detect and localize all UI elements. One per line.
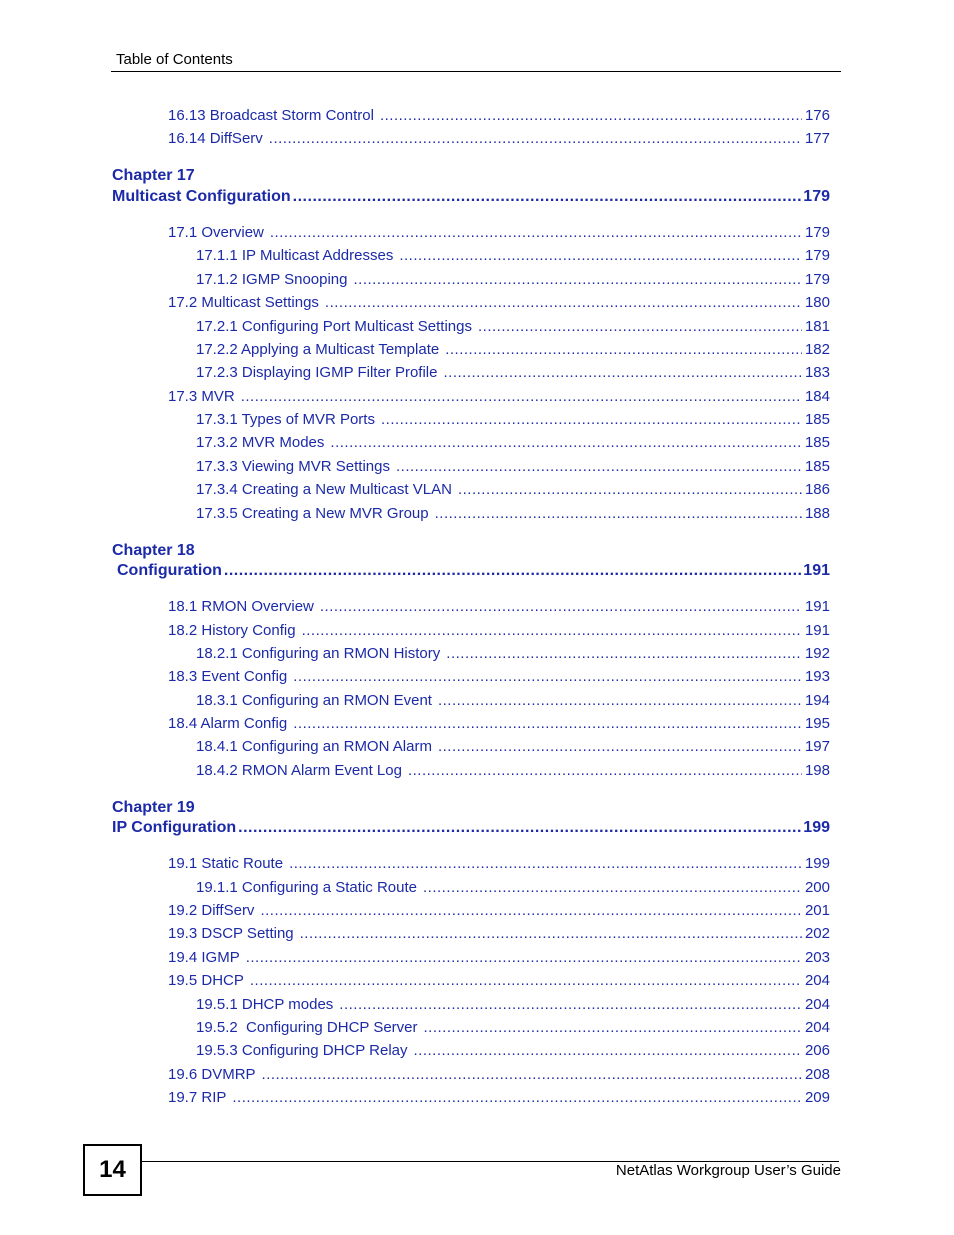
toc-entry-page: 177 xyxy=(804,130,830,147)
toc-entry-page: 186 xyxy=(804,481,830,498)
leader-dots xyxy=(424,1019,802,1037)
toc-entry-title: 19.6 DVMRP xyxy=(168,1066,256,1083)
toc-entry-page: 191 xyxy=(804,622,830,639)
toc-entry-title: 19.5 DHCP xyxy=(168,972,244,989)
toc-entry[interactable] xyxy=(196,1042,830,1060)
toc-entry[interactable] xyxy=(168,388,830,406)
toc-entry[interactable] xyxy=(168,294,830,312)
leader-dots xyxy=(325,294,802,312)
toc-entry[interactable] xyxy=(168,598,830,616)
leader-dots xyxy=(246,949,802,967)
toc-entry-page: 184 xyxy=(804,388,830,405)
toc-entry-title: 19.5.1 DHCP modes xyxy=(196,996,334,1013)
toc-entry-page: 194 xyxy=(804,692,830,709)
leader-dots xyxy=(320,598,802,616)
toc-entry-title: 18.3.1 Configuring an RMON Event xyxy=(196,692,432,709)
leader-dots xyxy=(289,855,802,873)
leader-dots xyxy=(330,434,802,452)
leader-dots xyxy=(339,996,802,1014)
leader-dots xyxy=(446,645,802,663)
running-header: Table of Contents xyxy=(116,51,233,68)
toc-entry[interactable] xyxy=(196,364,830,382)
toc-entry-page: 192 xyxy=(804,645,830,662)
toc-entry[interactable] xyxy=(196,1019,830,1037)
toc-entry-page: 206 xyxy=(804,1042,830,1059)
footer-guide-title: NetAtlas Workgroup User’s Guide xyxy=(615,1162,841,1179)
toc-entry[interactable] xyxy=(196,481,830,499)
toc-entry[interactable] xyxy=(168,668,830,686)
toc-entry[interactable] xyxy=(196,341,830,359)
toc-entry-title: 19.5.2 Configuring DHCP Server xyxy=(196,1019,418,1036)
toc-entry-title: 19.1.1 Configuring a Static Route xyxy=(196,879,417,896)
leader-dots xyxy=(408,762,802,780)
toc-entry-page: 185 xyxy=(804,411,830,428)
toc-entry[interactable] xyxy=(168,715,830,733)
toc-entry-title: 17.3.2 MVR Modes xyxy=(196,434,325,451)
chapter-entry[interactable] xyxy=(112,818,830,837)
toc-entry[interactable] xyxy=(168,972,830,990)
toc-entry-page: 201 xyxy=(804,902,830,919)
toc-entry-title: 19.1 Static Route xyxy=(168,855,284,872)
leader-dots xyxy=(396,458,802,476)
leader-dots xyxy=(293,187,802,206)
leader-dots xyxy=(423,879,802,897)
toc-entry-page: 181 xyxy=(804,318,830,335)
leader-dots xyxy=(250,972,802,990)
leader-dots xyxy=(293,715,802,733)
toc-entry-page: 204 xyxy=(804,1019,830,1036)
chapter-title: Multicast Configuration xyxy=(112,188,291,205)
leader-dots xyxy=(438,692,802,710)
toc-entry-page: 185 xyxy=(804,458,830,475)
toc-entry-title: 18.4.1 Configuring an RMON Alarm xyxy=(196,738,432,755)
toc-entry[interactable] xyxy=(168,855,830,873)
chapter-page: 191 xyxy=(803,562,830,579)
toc-entry-title: 17.2 Multicast Settings xyxy=(168,294,319,311)
toc-entry-page: 180 xyxy=(804,294,830,311)
leader-dots xyxy=(399,247,802,265)
toc-entry-title: 17.3.1 Types of MVR Ports xyxy=(196,411,375,428)
toc-entry-page: 179 xyxy=(804,224,830,241)
toc-entry[interactable] xyxy=(196,458,830,476)
toc-entry-title: 19.7 RIP xyxy=(168,1089,227,1106)
chapter-label[interactable]: Chapter 19 xyxy=(112,799,195,816)
chapter-entry[interactable] xyxy=(112,187,830,206)
toc-entry-title: 19.4 IGMP xyxy=(168,949,240,966)
chapter-title: Configuration xyxy=(117,562,222,579)
leader-dots xyxy=(435,505,802,523)
leader-dots xyxy=(302,622,802,640)
leader-dots xyxy=(293,668,802,686)
chapter-page: 199 xyxy=(803,819,830,836)
leader-dots xyxy=(478,318,802,336)
toc-entry-page: 208 xyxy=(804,1066,830,1083)
toc-entry[interactable] xyxy=(196,645,830,663)
page-number-box xyxy=(83,1144,142,1196)
chapter-label[interactable]: Chapter 17 xyxy=(112,167,195,184)
toc-entry-page: 191 xyxy=(804,598,830,615)
chapter-label[interactable]: Chapter 18 xyxy=(112,542,195,559)
toc-entry-page: 193 xyxy=(804,668,830,685)
toc-entry-title: 18.2.1 Configuring an RMON History xyxy=(196,645,441,662)
toc-entry-title: 17.2.2 Applying a Multicast Template xyxy=(196,341,440,358)
leader-dots xyxy=(381,411,802,429)
toc-entry[interactable] xyxy=(168,1066,830,1084)
toc-entry-page: 209 xyxy=(804,1089,830,1106)
toc-entry-title: 19.2 DiffServ xyxy=(168,902,255,919)
chapter-page: 179 xyxy=(803,188,830,205)
chapter-entry[interactable] xyxy=(117,561,830,580)
toc-entry[interactable] xyxy=(196,505,830,523)
toc-entry[interactable] xyxy=(196,762,830,780)
toc-entry[interactable] xyxy=(196,738,830,756)
leader-dots xyxy=(270,224,802,242)
leader-dots xyxy=(444,364,802,382)
page-number: 14 xyxy=(99,1156,126,1183)
toc-entry[interactable] xyxy=(196,879,830,897)
toc-entry-title: 18.3 Event Config xyxy=(168,668,288,685)
toc-entry-title: 17.3 MVR xyxy=(168,388,235,405)
toc-entry[interactable] xyxy=(168,224,830,242)
chapter-title: IP Configuration xyxy=(112,819,237,836)
toc-entry[interactable] xyxy=(168,1089,830,1107)
leader-dots xyxy=(380,107,802,125)
toc-entry-title: 18.4 Alarm Config xyxy=(168,715,288,732)
toc-entry-page: 195 xyxy=(804,715,830,732)
leader-dots xyxy=(232,1089,802,1107)
toc-entry-title: 18.2 History Config xyxy=(168,622,296,639)
toc-entry-page: 183 xyxy=(804,364,830,381)
toc-entry-title: 16.14 DiffServ xyxy=(168,130,263,147)
toc-entry-title: 17.2.1 Configuring Port Multicast Settings xyxy=(196,318,472,335)
toc-entry-page: 182 xyxy=(804,341,830,358)
toc-entry[interactable] xyxy=(196,411,830,429)
toc-entry-title: 17.3.3 Viewing MVR Settings xyxy=(196,458,390,475)
toc-entry-page: 179 xyxy=(804,271,830,288)
leader-dots xyxy=(414,1042,802,1060)
toc-entry[interactable] xyxy=(168,622,830,640)
toc-entry-title: 17.1.1 IP Multicast Addresses xyxy=(196,247,394,264)
toc-entry-title: 17.1.2 IGMP Snooping xyxy=(196,271,348,288)
toc-entry-page: 204 xyxy=(804,972,830,989)
toc-entry-title: 17.3.4 Creating a New Multicast VLAN xyxy=(196,481,452,498)
toc-entry[interactable] xyxy=(168,949,830,967)
leader-dots xyxy=(269,130,802,148)
toc-entry-title: 17.2.3 Displaying IGMP Filter Profile xyxy=(196,364,438,381)
toc-entry-page: 200 xyxy=(804,879,830,896)
toc-entry-page: 198 xyxy=(804,762,830,779)
toc-entry[interactable] xyxy=(168,902,830,920)
toc-entry-page: 179 xyxy=(804,247,830,264)
toc-entry[interactable] xyxy=(168,925,830,943)
leader-dots xyxy=(262,1066,802,1084)
toc-entry-page: 185 xyxy=(804,434,830,451)
toc-entry-title: 17.1 Overview xyxy=(168,224,264,241)
toc-entry-page: 199 xyxy=(804,855,830,872)
toc-entry[interactable] xyxy=(168,107,830,125)
toc-entry[interactable] xyxy=(168,130,830,148)
toc-entry-page: 202 xyxy=(804,925,830,942)
toc-entry-title: 19.3 DSCP Setting xyxy=(168,925,294,942)
leader-dots xyxy=(438,738,802,756)
leader-dots xyxy=(238,818,801,837)
leader-dots xyxy=(241,388,802,406)
leader-dots xyxy=(260,902,802,920)
toc-entry-page: 188 xyxy=(804,505,830,522)
toc-entry-page: 176 xyxy=(804,107,830,124)
leader-dots xyxy=(458,481,802,499)
toc-entry[interactable] xyxy=(196,271,830,289)
leader-dots xyxy=(354,271,802,289)
leader-dots xyxy=(300,925,802,943)
toc-entry-page: 204 xyxy=(804,996,830,1013)
toc-entry[interactable] xyxy=(196,434,830,452)
toc-entry-title: 16.13 Broadcast Storm Control xyxy=(168,107,374,124)
toc-entry-title: 19.5.3 Configuring DHCP Relay xyxy=(196,1042,408,1059)
toc-entry-title: 18.4.2 RMON Alarm Event Log xyxy=(196,762,402,779)
toc-entry[interactable] xyxy=(196,318,830,336)
leader-dots xyxy=(445,341,802,359)
toc-entry[interactable] xyxy=(196,996,830,1014)
toc-entry-page: 203 xyxy=(804,949,830,966)
toc-entry-title: 18.1 RMON Overview xyxy=(168,598,314,615)
toc-entry[interactable] xyxy=(196,247,830,265)
toc-entry-page: 197 xyxy=(804,738,830,755)
leader-dots xyxy=(224,561,801,580)
toc-entry[interactable] xyxy=(196,692,830,710)
toc-entry-title: 17.3.5 Creating a New MVR Group xyxy=(196,505,429,522)
